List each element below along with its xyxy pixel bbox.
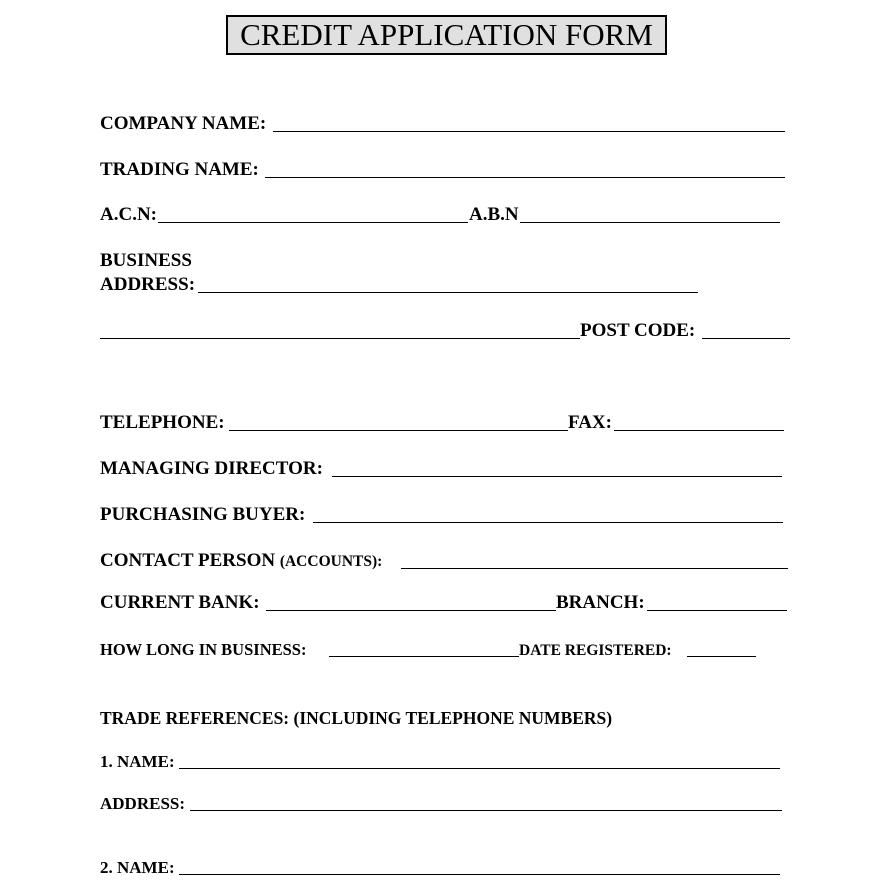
post-code-field[interactable] <box>702 338 790 339</box>
trading-name-label: TRADING NAME: <box>100 159 259 180</box>
current-bank-field[interactable] <box>266 610 556 611</box>
telephone-field[interactable] <box>229 430 568 431</box>
trading-name-field[interactable] <box>265 177 785 178</box>
acn-label: A.C.N: <box>100 204 157 225</box>
address-label: ADDRESS: <box>100 274 196 295</box>
abn-label: A.B.N <box>469 204 519 225</box>
contact-accounts-text: (ACCOUNTS): <box>279 553 383 570</box>
date-registered-label: DATE REGISTERED: <box>519 642 672 659</box>
company-name-field[interactable] <box>273 131 785 132</box>
telephone-label: TELEPHONE: <box>100 412 225 433</box>
business-address-field[interactable] <box>198 292 698 293</box>
fax-label: FAX: <box>568 412 612 433</box>
form-title: CREDIT APPLICATION FORM <box>226 15 667 55</box>
abn-field[interactable] <box>520 222 780 223</box>
date-registered-field[interactable] <box>687 656 756 657</box>
ref2-name-field[interactable] <box>179 874 780 875</box>
branch-label: BRANCH: <box>556 592 645 613</box>
how-long-label: HOW LONG IN BUSINESS: <box>100 640 307 659</box>
ref1-address-field[interactable] <box>190 810 782 811</box>
current-bank-label: CURRENT BANK: <box>100 592 260 613</box>
contact-person-text: CONTACT PERSON <box>100 550 276 571</box>
ref1-name-field[interactable] <box>179 768 780 769</box>
ref1-address-label: ADDRESS: <box>100 794 186 813</box>
trade-references-heading: TRADE REFERENCES: (INCLUDING TELEPHONE NUMBERS) <box>100 708 613 728</box>
purchasing-buyer-field[interactable] <box>313 522 783 523</box>
contact-person-field[interactable] <box>401 568 788 569</box>
ref2-name-label: 2. NAME: <box>100 858 175 877</box>
branch-field[interactable] <box>647 610 787 611</box>
post-code-label: POST CODE: <box>580 320 696 341</box>
purchasing-buyer-label: PURCHASING BUYER: <box>100 504 306 525</box>
contact-person-label <box>100 550 382 573</box>
managing-director-label: MANAGING DIRECTOR: <box>100 458 323 479</box>
business-address-line2-field[interactable] <box>100 338 580 339</box>
company-name-label: COMPANY NAME: <box>100 113 267 134</box>
how-long-field[interactable] <box>329 656 519 657</box>
acn-field[interactable] <box>158 222 468 223</box>
ref1-name-label: 1. NAME: <box>100 752 175 771</box>
managing-director-field[interactable] <box>332 476 782 477</box>
fax-field[interactable] <box>614 430 784 431</box>
business-label: BUSINESS <box>100 250 192 271</box>
